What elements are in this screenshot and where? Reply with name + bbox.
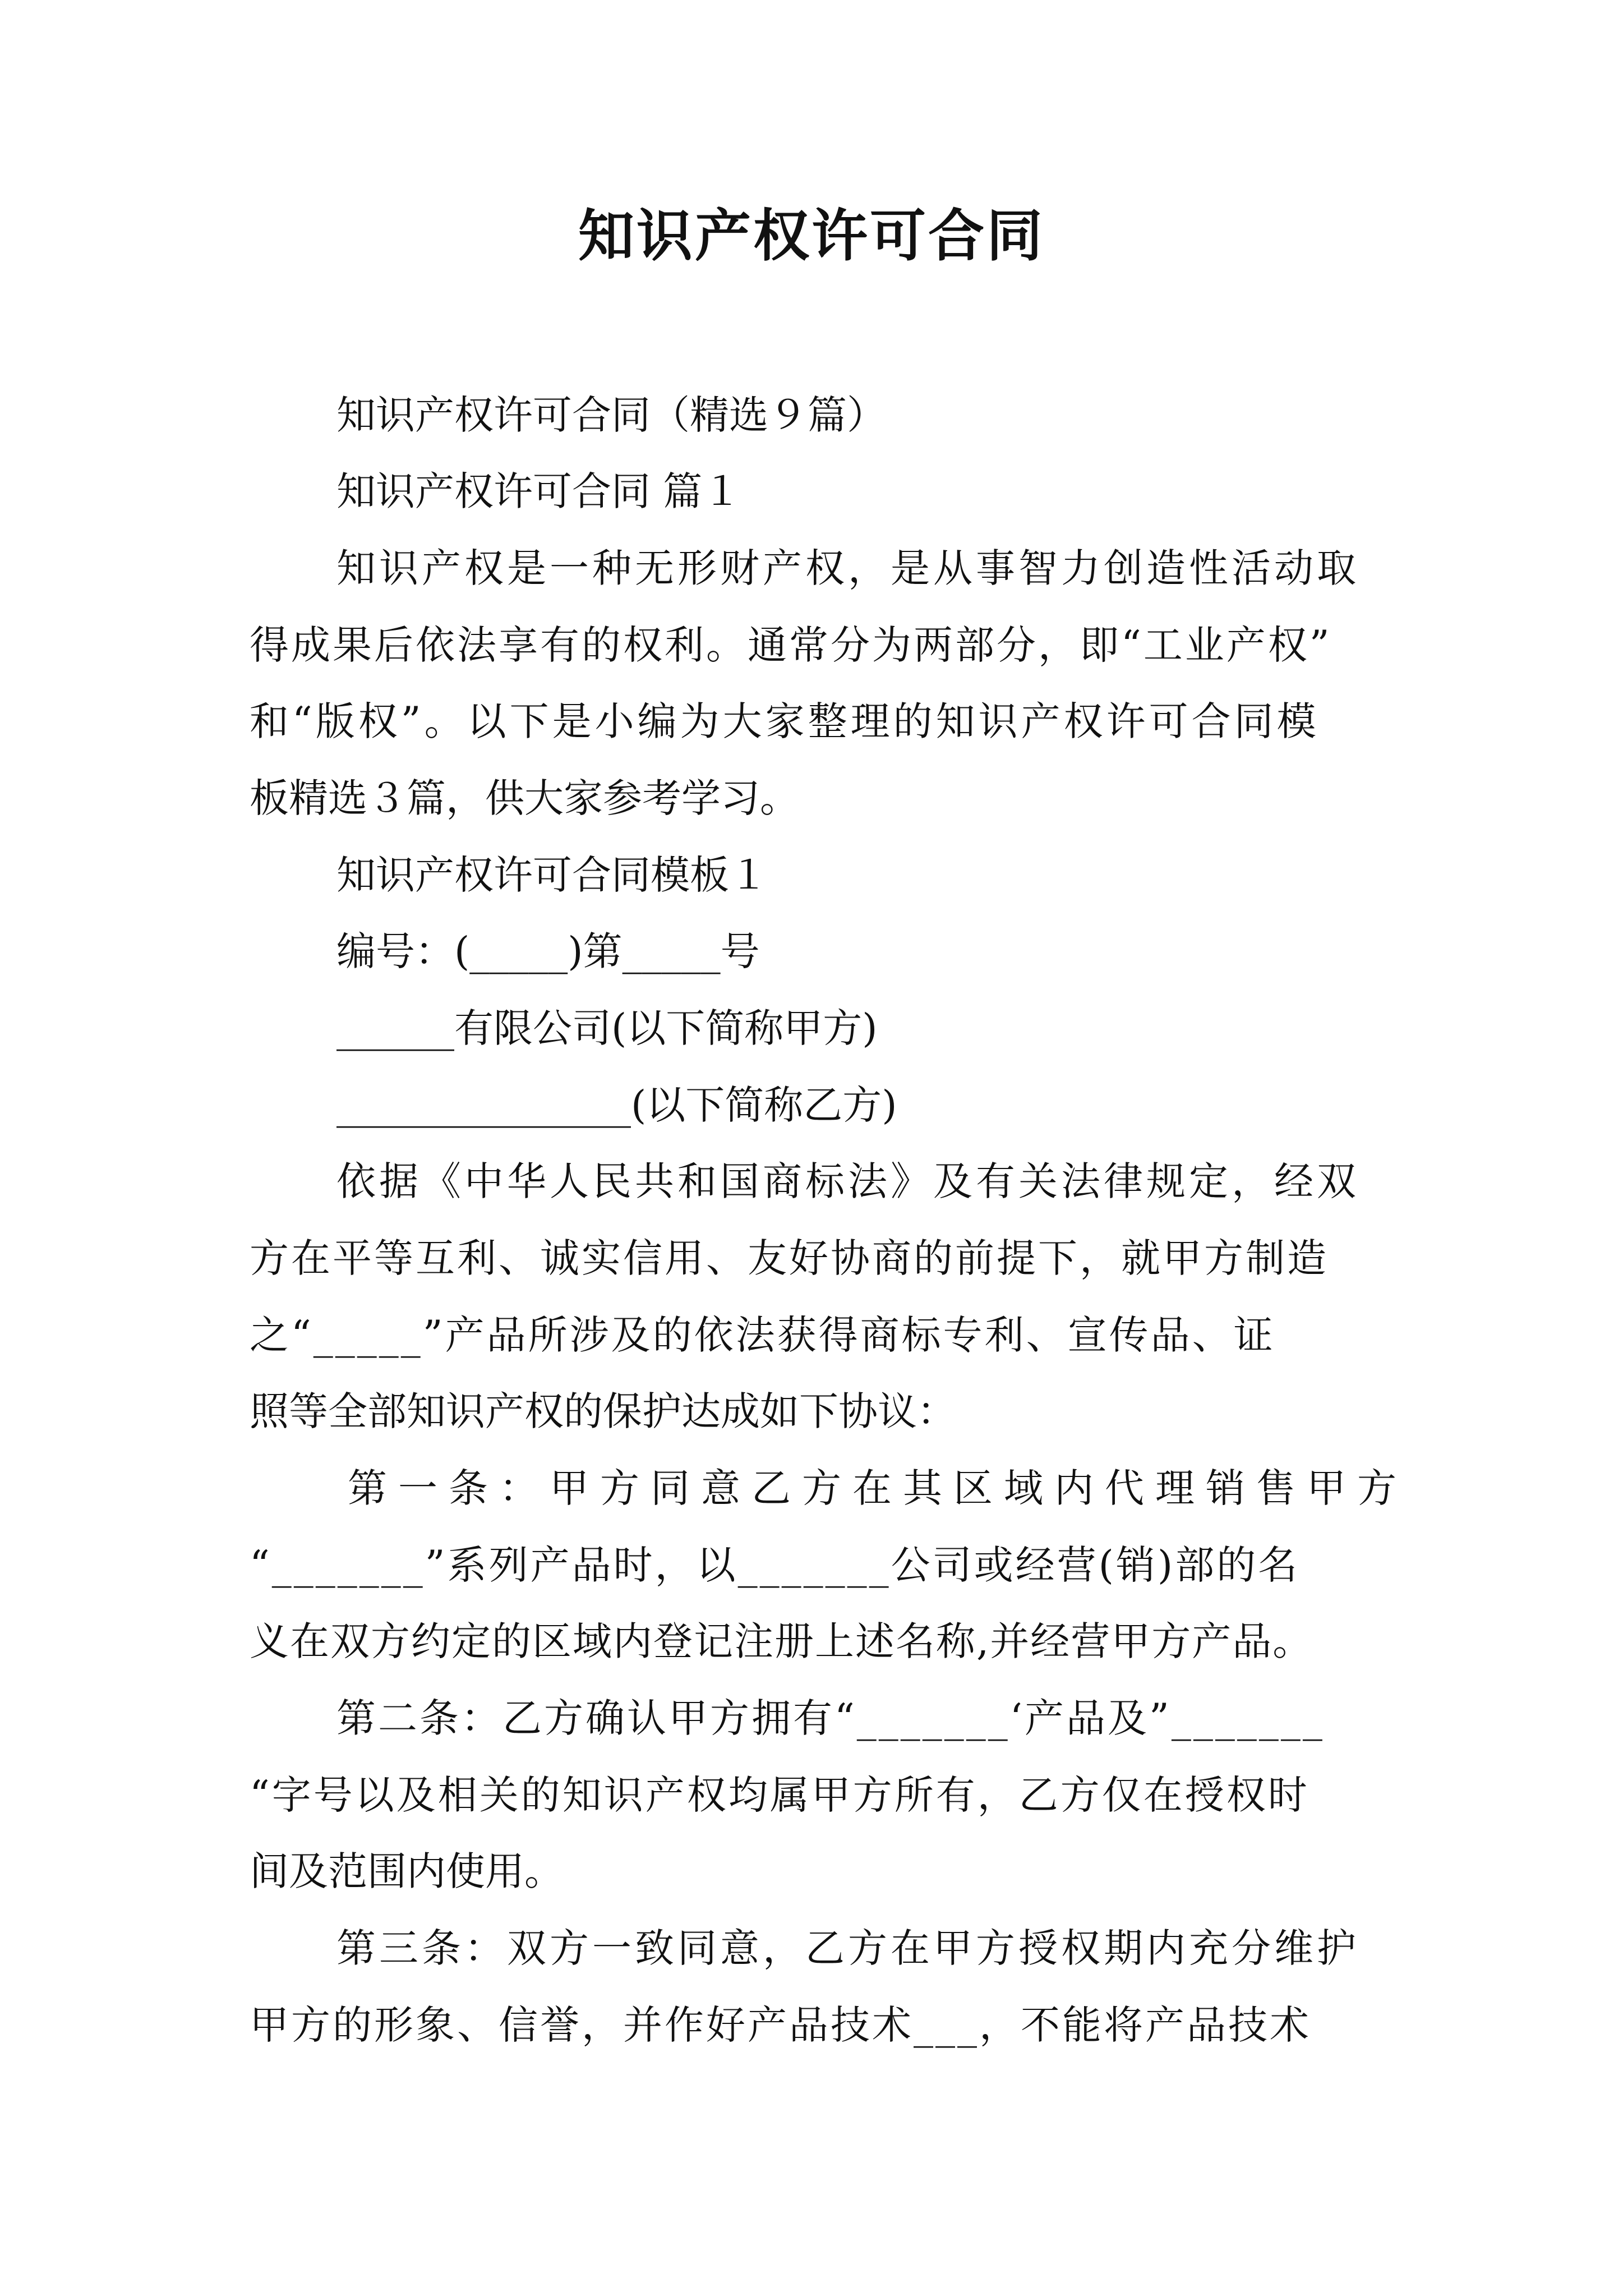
paragraph-line: 依据《中华人民共和国商标法》及有关法律规定，经双 <box>336 1158 1359 1204</box>
paragraph-line: 之“_____”产品所涉及的依法获得商标专利、宣传品、证 <box>250 1312 1275 1358</box>
contract-number-line: 编号：(_____)第_____号 <box>336 928 760 974</box>
article-3-line: 甲方的形象、信誉，并作好产品技术___，不能将产品技术 <box>250 2002 1311 2048</box>
article-1-line: 第一条：甲方同意乙方在其区域内代理销售甲方 <box>348 1465 1408 1511</box>
article-2-line: 间及范围内使用。 <box>250 1848 564 1894</box>
template-heading: 知识产权许可合同模板１ <box>336 852 768 898</box>
party-b-line: _______________(以下简称乙方) <box>336 1082 897 1128</box>
paragraph-line: 方在平等互利、诚实信用、友好协商的前提下，就甲方制造 <box>250 1235 1329 1281</box>
article-2-line: “字号以及相关的知识产权均属甲方所有，乙方仅在授权时 <box>250 1772 1310 1818</box>
paragraph-line: 得成果后依法享有的权利。通常分为两部分，即“工业产权” <box>250 622 1332 668</box>
paragraph-line: 和“版权”。以下是小编为大家整理的知识产权许可合同模 <box>250 698 1320 744</box>
document-title: 知识产权许可合同 <box>578 203 1045 269</box>
article-2-line: 第二条：乙方确认甲方拥有“_______‘产品及”_______ <box>336 1695 1325 1741</box>
article-1-line: “_______”系列产品时，以_______公司或经营(销)部的名 <box>250 1542 1300 1588</box>
party-a-line: ______有限公司(以下简称甲方) <box>336 1005 878 1051</box>
paragraph-line: 照等全部知识产权的保护达成如下协议： <box>250 1388 956 1434</box>
section-heading: 知识产权许可合同 篇１ <box>336 468 742 514</box>
article-3-line: 第三条：双方一致同意，乙方在甲方授权期内充分维护 <box>336 1925 1359 1971</box>
article-1-line: 义在双方约定的区域内登记注册上述名称,并经营甲方产品。 <box>250 1618 1313 1664</box>
paragraph-line: 板精选３篇，供大家参考学习。 <box>250 775 799 821</box>
subtitle-line: 知识产权许可合同（精选９篇） <box>336 392 886 438</box>
paragraph-line: 知识产权是一种无形财产权，是从事智力创造性活动取 <box>336 545 1359 591</box>
